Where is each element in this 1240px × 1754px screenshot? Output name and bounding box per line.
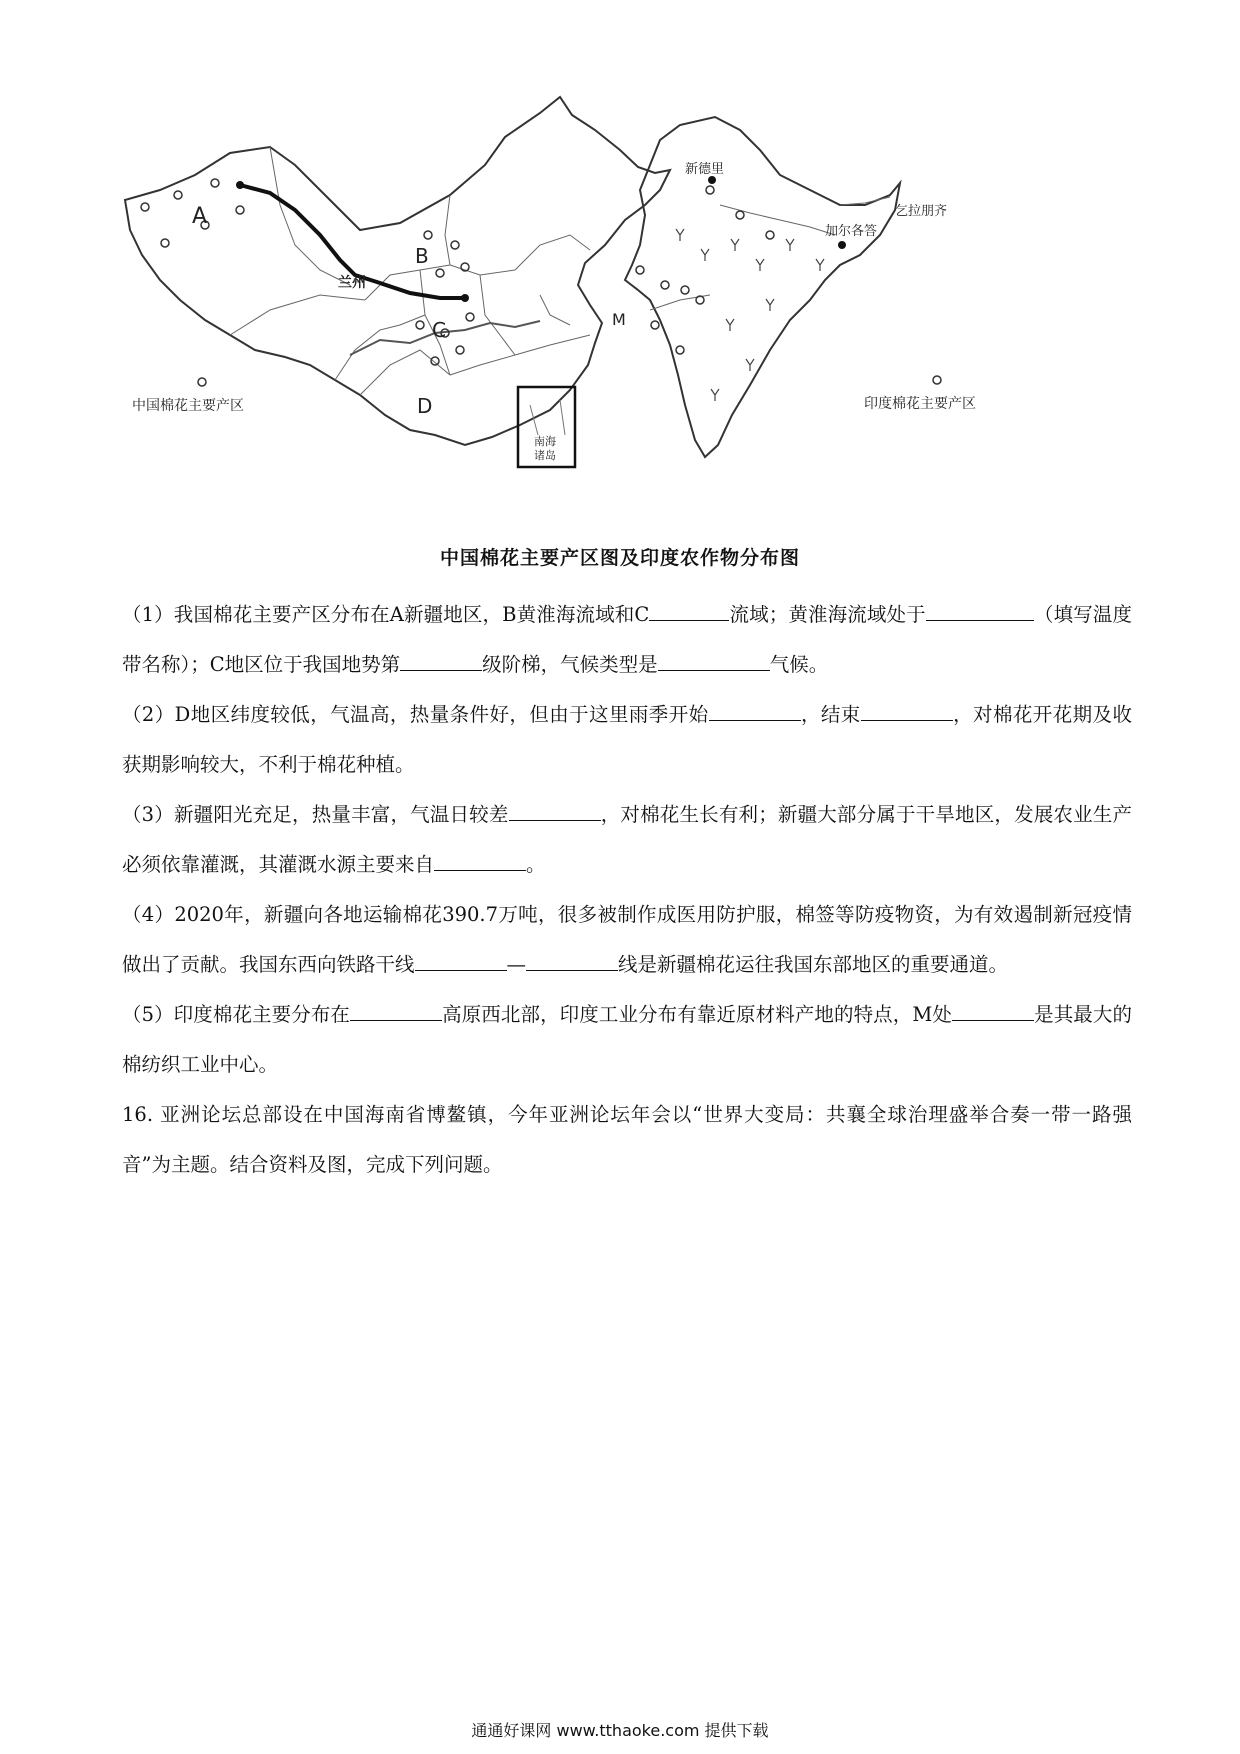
label-kolkata: 加尔各答: [825, 224, 878, 239]
answer-blank-11[interactable]: [350, 998, 442, 1021]
india-outline: [625, 117, 900, 457]
answer-blank-10[interactable]: [526, 948, 618, 971]
label-d: D: [417, 394, 433, 418]
india-legend-symbol: [933, 376, 941, 384]
question-5: （5）印度棉花主要分布在 高原西北部，印度工业分布有靠近原材料产地的特点，M处 是其最大的棉纺织工业中心。: [122, 990, 1132, 1090]
label-b: B: [415, 244, 429, 268]
map-figure: [120, 95, 1140, 535]
answer-blank-6[interactable]: [861, 698, 953, 721]
inset-label-line2: 诸岛: [534, 449, 556, 462]
new-delhi-dot: [708, 176, 716, 184]
figure-caption: 中国棉花主要产区图及印度农作物分布图: [439, 547, 800, 569]
label-new-delhi: 新德里: [685, 162, 725, 177]
india-cotton-symbols: [636, 186, 774, 354]
railway-end-dot: [461, 294, 469, 302]
answer-blank-2[interactable]: [926, 598, 1034, 621]
answer-blank-5[interactable]: [709, 698, 801, 721]
kolkata-dot: [838, 241, 846, 249]
question-16: 16. 亚洲论坛总部设在中国海南省博鳌镇，今年亚洲论坛年会以“世界大变局：共襄全球治理盛举合奏一带一路强音”为主题。结合资料及图，完成下列问题。: [122, 1103, 1132, 1176]
label-lanzhou: 兰州: [338, 275, 366, 291]
question-3: （3）新疆阳光充足，热量丰富，气温日较差 ，对棉花生长有利；新疆大部分属于干旱地区，发展农业生产必须依靠灌溉，其灌溉水源主要来自 。: [122, 790, 1132, 890]
question-4: （4）2020年，新疆向各地运输棉花390.7万吨，很多被制作成医用防护服，棉签等防疫物资，为有效遏制新冠疫情做出了贡献。我国东西向铁路干线 — 线是新疆棉花运往我国东部地区的重要通道。: [122, 903, 1132, 976]
answer-blank-9[interactable]: [415, 948, 507, 971]
answer-blank-8[interactable]: [434, 848, 526, 871]
label-c: C: [432, 318, 446, 342]
answer-blank-7[interactable]: [509, 798, 601, 821]
answer-blank-4[interactable]: [658, 648, 770, 671]
question-2: （2）D地区纬度较低，气温高，热量条件好，但由于这里雨季开始 ，结束 ，对棉花开花期及收获期影响较大，不利于棉花种植。: [122, 690, 1132, 790]
inset-label-line1: 南海: [534, 435, 556, 448]
india-crop-symbols: [676, 229, 824, 401]
maps-svg: [120, 95, 1140, 535]
page-footer: 通通好课网 www.tthaoke.com 提供下载: [471, 1721, 769, 1740]
railway-start-dot: [236, 181, 244, 189]
question-body: [122, 590, 1132, 1190]
answer-blank-1[interactable]: [649, 598, 729, 621]
answer-blank-12[interactable]: [952, 998, 1034, 1021]
india-rivers: [650, 197, 890, 310]
china-legend-text: 中国棉花主要产区: [132, 398, 244, 414]
label-m: M: [612, 310, 626, 329]
china-outline: [125, 97, 670, 445]
answer-blank-3[interactable]: [400, 648, 482, 671]
question-1: （1）我国棉花主要产区分布在A新疆地区，B黄淮海流域和C 流域；黄淮海流域处于 （填写温度带名称）；C地区位于我国地势第 级阶梯，气候类型是 气候。: [122, 590, 1132, 690]
india-legend-text: 印度棉花主要产区: [864, 396, 976, 412]
label-a: A: [192, 204, 208, 229]
province-lines: [230, 147, 590, 395]
china-legend-symbol: [198, 378, 206, 386]
label-chittagong: 乞拉朋齐: [895, 204, 948, 219]
